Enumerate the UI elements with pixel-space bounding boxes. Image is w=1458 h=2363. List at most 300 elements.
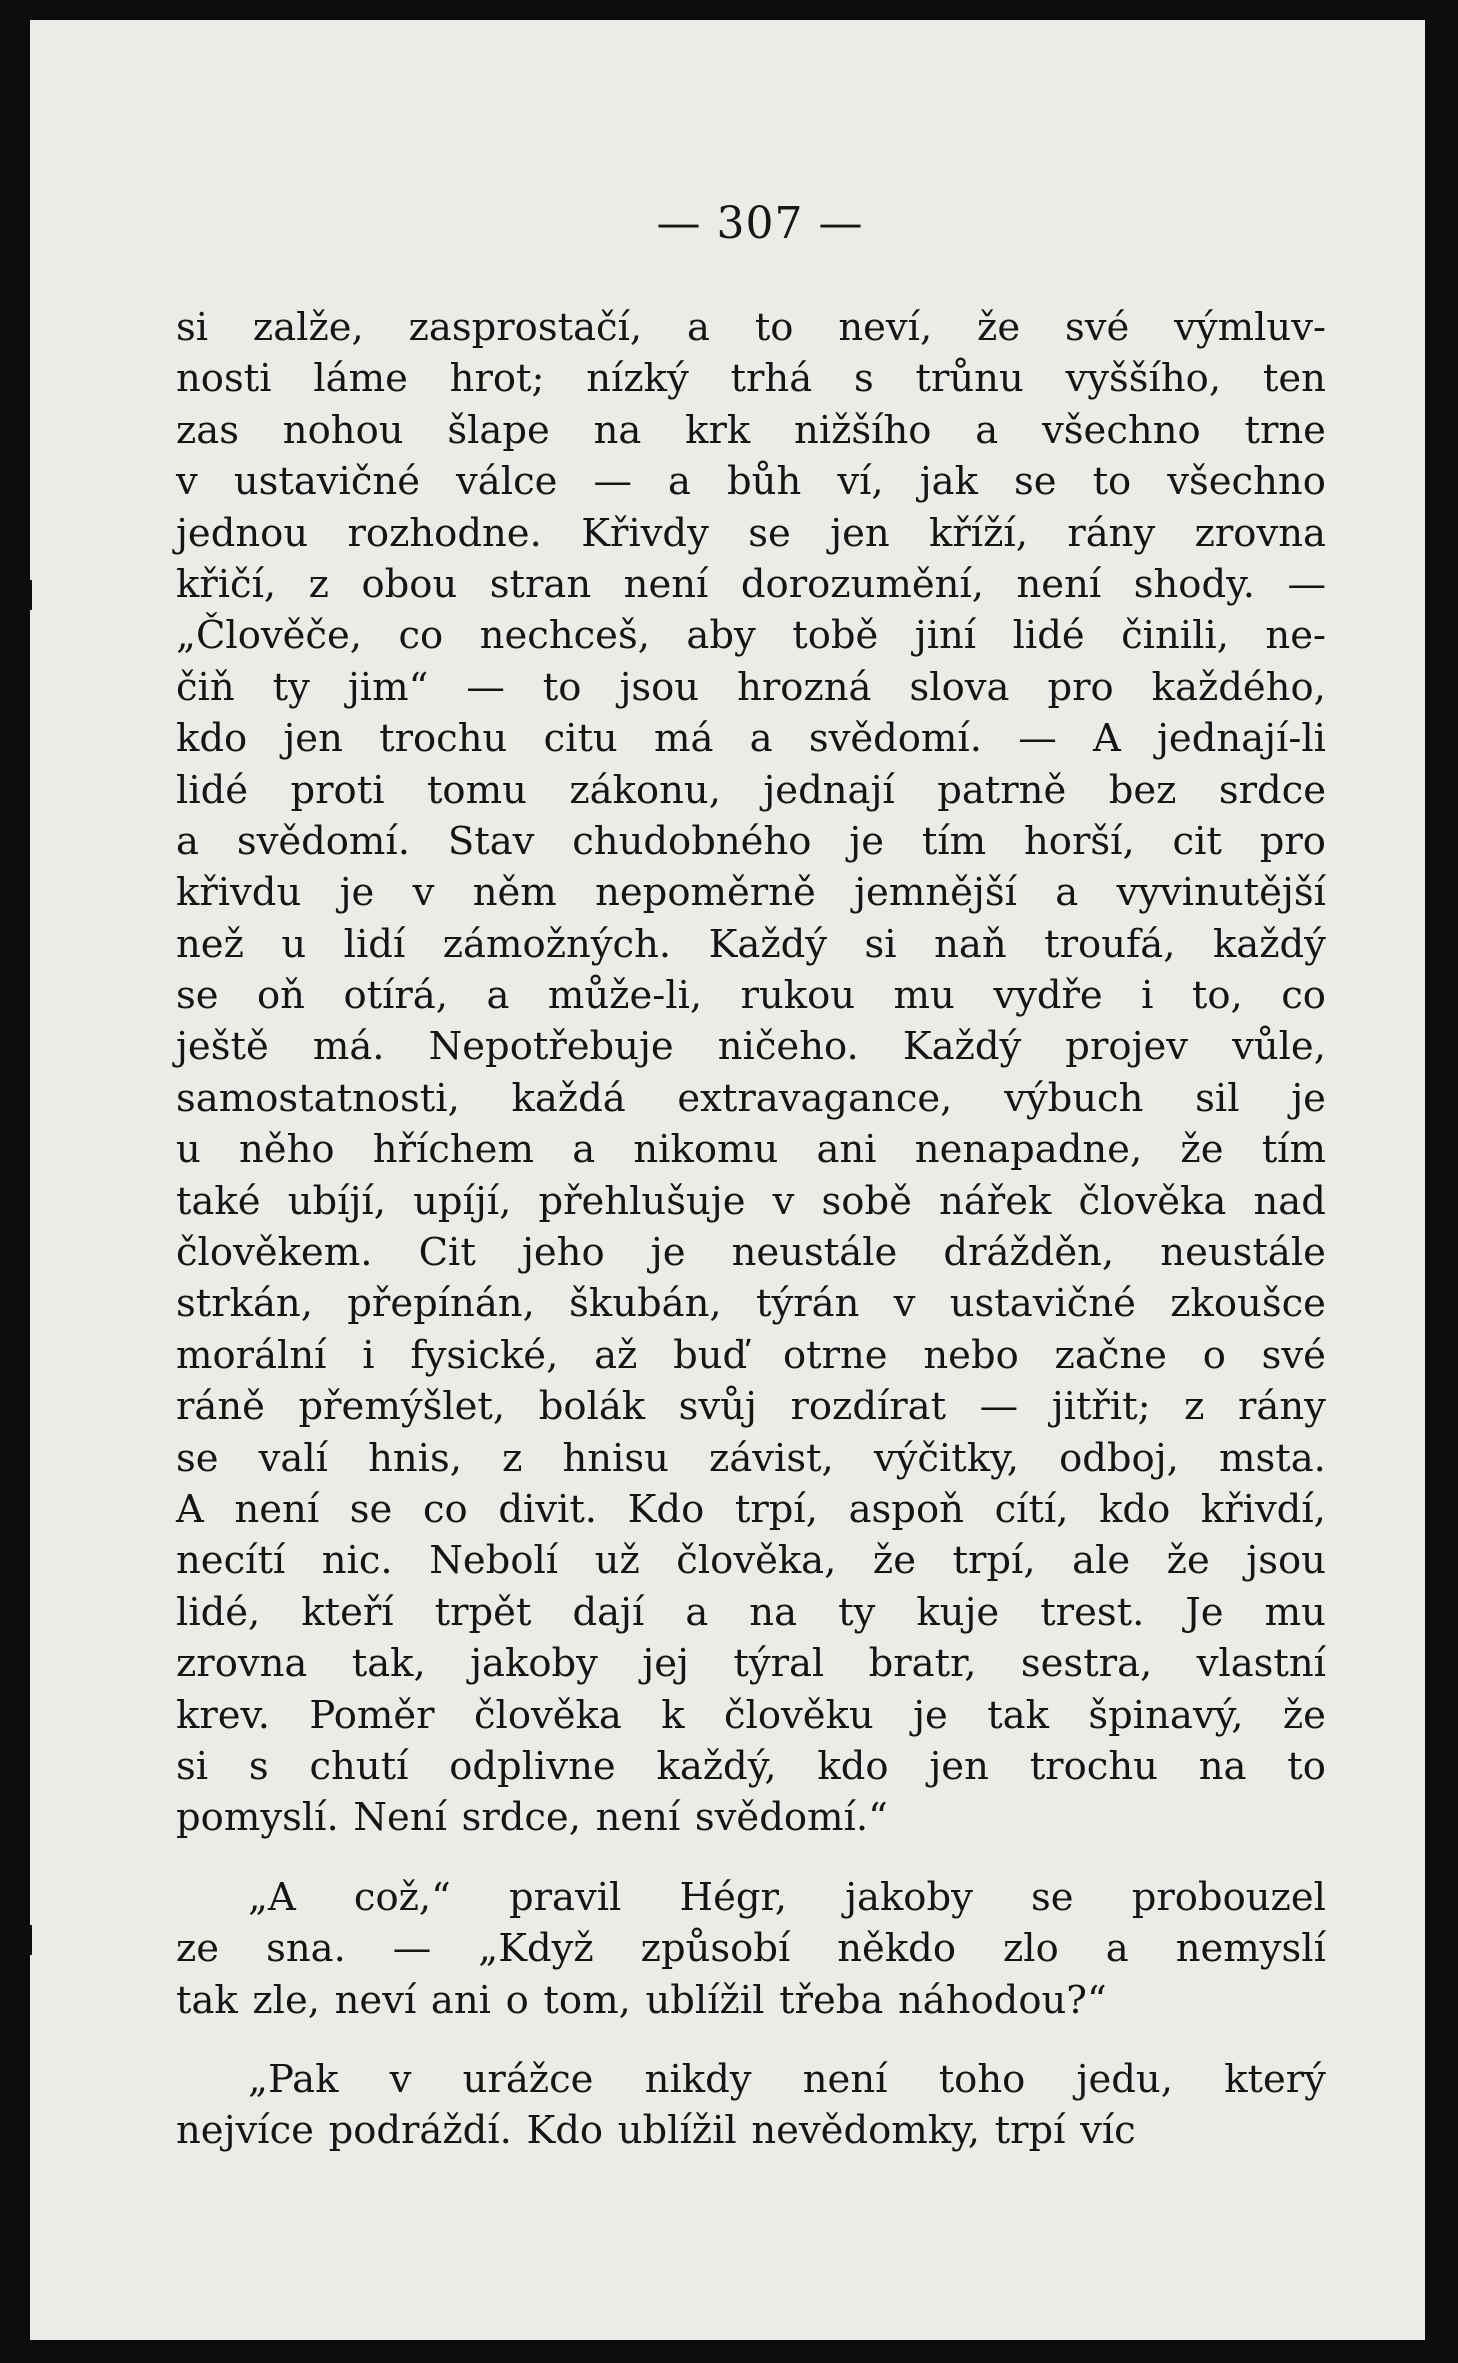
word: ty (272, 664, 310, 710)
word: nohou (282, 407, 404, 453)
word: Nebolí (429, 1538, 559, 1584)
word: a (687, 305, 710, 350)
word: si (176, 305, 209, 350)
word: zasprostačí, (408, 305, 643, 350)
word: co (1281, 973, 1326, 1019)
word: rukou (740, 973, 856, 1019)
word: není (234, 1486, 320, 1532)
word: v (893, 1281, 916, 1327)
word: ublížil (617, 2108, 737, 2154)
word: cit (1172, 818, 1222, 864)
word: tak, (351, 1641, 426, 1687)
word: mu (893, 973, 955, 1019)
word: odboj, (1059, 1435, 1179, 1481)
word: něho (239, 1127, 335, 1173)
word: jitřit; (1051, 1384, 1151, 1430)
word: a (176, 818, 199, 864)
binding-edge-mark (20, 580, 32, 610)
word: všechno (1167, 459, 1326, 505)
word: chutí (309, 1743, 409, 1789)
word: jej (642, 1641, 689, 1687)
text-line (176, 1690, 1326, 1741)
word: vydře (993, 973, 1103, 1019)
word: že (872, 1538, 916, 1584)
text-line (176, 1872, 1326, 1923)
word: svědomí. (808, 716, 982, 762)
word: jiní (914, 613, 977, 659)
word: — (593, 459, 632, 505)
word: jemnější (854, 870, 1017, 916)
word: že (1282, 1692, 1326, 1738)
word: Každý (708, 921, 828, 967)
word: pravil (508, 1874, 622, 1920)
word: až (594, 1332, 638, 1378)
word: křivdí, (1200, 1486, 1326, 1532)
text-line (176, 1638, 1326, 1689)
word: Každý (902, 1024, 1022, 1070)
word: „Člověče, (176, 613, 363, 659)
word: rány (1237, 1384, 1326, 1430)
text-line (176, 353, 1326, 404)
word: na (593, 407, 642, 453)
word: nepoměrně (595, 870, 816, 916)
word: A (1092, 716, 1121, 762)
word: jen (283, 716, 343, 762)
word: ráně (176, 1384, 265, 1430)
word: se (1013, 459, 1057, 505)
word: z (502, 1435, 523, 1481)
word: to (542, 664, 582, 710)
word: své (1261, 1332, 1326, 1378)
word: ustavičné (233, 459, 420, 505)
text-line (176, 765, 1326, 816)
word: otrne (782, 1332, 888, 1378)
word: a (1105, 1926, 1129, 1972)
word: upíjí, (413, 1178, 512, 1224)
word: Kdo (627, 1486, 705, 1532)
word: o (505, 1977, 529, 2023)
word: čiň (176, 664, 235, 710)
word: nechceš, (479, 613, 650, 659)
word: oň (257, 973, 305, 1019)
word: výmluv- (1174, 305, 1326, 350)
text-line (176, 1587, 1326, 1638)
word: zákonu, (569, 767, 721, 813)
word: je (650, 1230, 686, 1276)
word: zas (176, 407, 239, 453)
word: drážděn, (943, 1230, 1115, 1276)
word: krk (685, 407, 751, 453)
word: kdo (1099, 1486, 1171, 1532)
word: nejvíce (176, 2108, 314, 2154)
word: to (754, 305, 794, 350)
word: morální (176, 1332, 327, 1378)
word: není (623, 561, 709, 607)
word: bez (1108, 767, 1177, 813)
word: patrně (937, 767, 1067, 813)
word: sil (1195, 1075, 1240, 1121)
word: Kdo (526, 2108, 604, 2154)
text-line (176, 919, 1326, 970)
text-line (176, 508, 1326, 559)
word: víc (1080, 2108, 1136, 2154)
word: Hégr, (679, 1874, 787, 1920)
word: což,“ (353, 1874, 451, 1920)
word: pro (1047, 664, 1114, 710)
word: neustále (1160, 1230, 1326, 1276)
word: divit. (498, 1486, 598, 1532)
word: trpí, (952, 1538, 1036, 1584)
word: nižšího (794, 407, 932, 453)
word: ty (838, 1589, 876, 1635)
word: z (1184, 1384, 1205, 1430)
word: nad (1253, 1178, 1326, 1224)
text-line (176, 1741, 1326, 1792)
word: výčitky, (873, 1435, 1019, 1481)
text-line (176, 713, 1326, 764)
word: tím (1261, 1127, 1326, 1173)
text-line (176, 816, 1326, 867)
text-line (176, 1381, 1326, 1432)
word: projev (1065, 1024, 1188, 1070)
word: u (176, 1127, 201, 1173)
word: něm (472, 870, 557, 916)
word: cítí, (994, 1486, 1069, 1532)
word: jednají (763, 767, 895, 813)
word: si (176, 1743, 209, 1789)
word: křičí, (176, 561, 277, 607)
word: hnisu (562, 1435, 669, 1481)
word: začne (1054, 1332, 1167, 1378)
word: tom, (543, 1977, 631, 2023)
word: ještě (176, 1024, 269, 1070)
word: lidé, (176, 1589, 261, 1635)
word: hříchem (372, 1127, 534, 1173)
word: týral (733, 1641, 825, 1687)
word: jak (919, 459, 978, 505)
word: tomu (426, 767, 527, 813)
word: to (1092, 459, 1132, 505)
word: a (668, 459, 691, 505)
word: hrot; (449, 356, 545, 402)
word: shody. (1133, 561, 1255, 607)
word: vlastní (1196, 1641, 1326, 1687)
word: své (1064, 305, 1130, 350)
word: tobě (792, 613, 879, 659)
word: horší, (1024, 818, 1135, 864)
word: se (748, 510, 791, 556)
word: — (1018, 716, 1057, 762)
word: zalže, (252, 305, 364, 350)
word: tak (987, 1692, 1049, 1738)
word: v (772, 1178, 795, 1224)
word: jakoby (470, 1641, 598, 1687)
word: ví, (837, 459, 884, 505)
word: šlape (447, 407, 550, 453)
word: nikdy (644, 2056, 752, 2102)
word: jakoby (845, 1874, 973, 1920)
word: sna. (266, 1926, 346, 1972)
text-line (176, 970, 1326, 1021)
word: ani (816, 1127, 877, 1173)
word: krev. (176, 1692, 270, 1738)
word: a (975, 407, 999, 453)
word: se (176, 1435, 219, 1481)
word: chudobného (572, 818, 812, 864)
text-line (176, 1792, 1326, 1843)
word: že (1166, 1538, 1210, 1584)
word: — (392, 1926, 432, 1972)
word: svědomí.“ (694, 1795, 888, 1841)
word: nenapadne, (914, 1127, 1143, 1173)
word: všechno (1042, 407, 1201, 453)
word: ničeho. (717, 1024, 859, 1070)
word: člověka (473, 1692, 622, 1738)
word: už (594, 1538, 640, 1584)
word: jen (830, 510, 890, 556)
word: s (248, 1743, 269, 1789)
word: kdo (817, 1743, 889, 1789)
word: nosti (176, 356, 272, 402)
word: otírá, (343, 973, 448, 1019)
text-line (176, 867, 1326, 918)
word: valí (258, 1435, 328, 1481)
word: co (398, 613, 444, 659)
word: lidé (1012, 613, 1085, 659)
word: vůle, (1232, 1024, 1326, 1070)
text-line (176, 1124, 1326, 1175)
word: Stav (447, 818, 535, 864)
word: slova (909, 664, 1010, 710)
word: nářek (939, 1178, 1052, 1224)
word: a (572, 1127, 596, 1173)
word: zámožných. (442, 921, 672, 967)
word: každý (1212, 921, 1326, 967)
word: škubán, (569, 1281, 722, 1327)
word: naň (934, 921, 1007, 967)
word: tím (921, 818, 987, 864)
word: třeba (779, 1977, 884, 2023)
word: není (595, 1795, 681, 1841)
word: vyvinutější (1116, 870, 1326, 916)
text-line (176, 1021, 1326, 1072)
word: způsobí (640, 1926, 791, 1972)
word: Nepotřebuje (428, 1024, 674, 1070)
word: pomyslí. (176, 1795, 339, 1841)
word: i (362, 1332, 375, 1378)
word: že (977, 305, 1021, 350)
body-text (176, 302, 1326, 2157)
word: člověku (723, 1692, 874, 1738)
word: jednají-li (1156, 716, 1326, 762)
word: má (653, 716, 714, 762)
text-line (176, 2105, 1326, 2156)
text-line (176, 1433, 1326, 1484)
word: „Pak (248, 2056, 339, 2102)
word: činili, (1121, 613, 1229, 659)
word: a (749, 716, 773, 762)
word: který (1224, 2056, 1326, 2102)
word: trůnu (915, 356, 1024, 402)
text-line (176, 1330, 1326, 1381)
word: kteří (301, 1589, 394, 1635)
page-number: — 307 — (656, 198, 864, 249)
word: proti (290, 767, 385, 813)
text-line (176, 1278, 1326, 1329)
paragraph-gap (176, 2026, 1326, 2054)
binding-edge-mark (20, 1925, 32, 1955)
word: a (486, 973, 510, 1019)
word: ubíjí, (287, 1178, 386, 1224)
word: u (281, 921, 307, 967)
word: trpí, (734, 1486, 818, 1532)
word: křivdu (176, 870, 302, 916)
word: se (349, 1486, 393, 1532)
text-line (176, 1073, 1326, 1124)
word: to, (1191, 973, 1243, 1019)
word: svůj (678, 1384, 757, 1430)
word: kdo (176, 716, 248, 762)
word: dají (572, 1589, 645, 1635)
word: na (749, 1589, 798, 1635)
word: je (1291, 1075, 1326, 1121)
paragraph (176, 2054, 1326, 2157)
word: co (422, 1486, 468, 1532)
word: — (979, 1384, 1019, 1430)
word: člověka, (676, 1538, 837, 1584)
word: Křivdy (581, 510, 709, 556)
word: bratr, (868, 1641, 977, 1687)
word: se (176, 973, 219, 1019)
word: A (176, 1486, 204, 1532)
word: tak (176, 1977, 238, 2023)
word: lidé (176, 767, 249, 813)
word: každého, (1151, 664, 1326, 710)
word: Je (1185, 1589, 1224, 1635)
book-page (30, 20, 1425, 2340)
word: trochu (1029, 1743, 1158, 1789)
word: člověkem. (176, 1230, 373, 1276)
text-line (176, 1484, 1326, 1535)
word: — (466, 664, 505, 710)
word: obou (361, 561, 458, 607)
word: i (1141, 973, 1154, 1019)
word: rozdírat (790, 1384, 947, 1430)
text-line (176, 405, 1326, 456)
word: ani (430, 1977, 491, 2023)
text-line (176, 1176, 1326, 1227)
word: jedu, (1076, 2056, 1173, 2102)
word: fysické, (410, 1332, 559, 1378)
word: trhá (730, 356, 813, 402)
word: závist, (709, 1435, 834, 1481)
word: „Když (478, 1926, 594, 1972)
word: sobě (821, 1178, 912, 1224)
word: týrán (755, 1281, 860, 1327)
word: není (1016, 561, 1102, 607)
text-line (176, 610, 1326, 661)
word: extravagance, (677, 1075, 953, 1121)
paragraph (176, 1872, 1326, 2026)
word: — (1287, 561, 1326, 607)
word: špinavý, (1088, 1692, 1244, 1738)
word: jsou (619, 664, 700, 710)
word: náhodou?“ (897, 1977, 1107, 2023)
word: kříží, (929, 510, 1028, 556)
word: aspoň (848, 1486, 964, 1532)
word: rány (1067, 510, 1156, 556)
word: zrovna (1194, 510, 1326, 556)
word: trochu (379, 716, 508, 762)
word: mu (1264, 1589, 1326, 1635)
word: zrovna (176, 1641, 308, 1687)
word: člověka (1078, 1178, 1227, 1224)
word: nemyslí (1175, 1926, 1326, 1972)
word: než (176, 921, 244, 967)
word: trpí (994, 2108, 1066, 2154)
word: ublížil (645, 1977, 765, 2023)
word: o (1202, 1332, 1226, 1378)
word: strkán, (176, 1281, 313, 1327)
word: je (339, 870, 375, 916)
word: jednou (176, 510, 309, 556)
text-line (176, 662, 1326, 713)
word: buď (673, 1332, 748, 1378)
word: k (661, 1692, 685, 1738)
word: každá (511, 1075, 626, 1121)
word: láme (313, 356, 408, 402)
word: trest. (1040, 1589, 1145, 1635)
word: je (913, 1692, 948, 1738)
word: zkoušce (1170, 1281, 1326, 1327)
word: nízký (586, 356, 689, 402)
word: ale (1072, 1538, 1131, 1584)
word: může-li, (547, 973, 703, 1019)
paragraph-gap (176, 1844, 1326, 1872)
word: bůh (727, 459, 802, 505)
word: „A (248, 1874, 296, 1920)
word: neví, (838, 305, 933, 350)
word: Cit (418, 1230, 476, 1276)
word: nebo (923, 1332, 1019, 1378)
word: s (853, 356, 874, 402)
word: Poměr (309, 1692, 435, 1738)
word: si (864, 921, 897, 967)
word: Není (353, 1795, 447, 1841)
word: v (412, 870, 435, 916)
word: nevědomky, (751, 2108, 980, 2154)
word: necítí (176, 1538, 286, 1584)
word: srdce (1218, 767, 1326, 813)
word: ne- (1265, 613, 1326, 659)
word: zlo (1002, 1926, 1059, 1972)
word: přemýšlet, (298, 1384, 506, 1430)
word: a (1055, 870, 1079, 916)
text-line (176, 1535, 1326, 1586)
word: troufá, (1044, 921, 1176, 967)
word: nikomu (633, 1127, 779, 1173)
word: pro (1259, 818, 1326, 864)
word: výbuch (1004, 1075, 1144, 1121)
word: dorozumění, (740, 561, 985, 607)
word: ten (1262, 356, 1326, 402)
word: citu (543, 716, 618, 762)
word: jim“ (347, 664, 429, 710)
word: přehlušuje (538, 1178, 746, 1224)
text-line (176, 302, 1326, 353)
word: a (685, 1589, 709, 1635)
text-line (176, 1975, 1326, 2026)
